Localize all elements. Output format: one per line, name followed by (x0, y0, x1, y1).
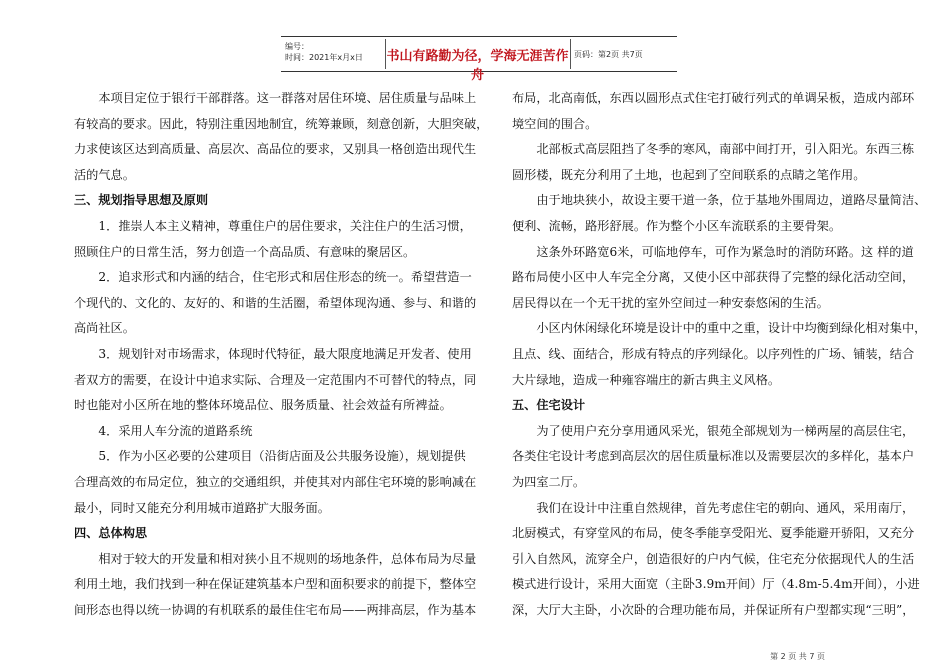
text-line: 布局，北高南低，东西以圆形点式住宅打破行列式的单调呆板，造成内部环 (512, 91, 915, 105)
header-motto: 书山有路勤为径，学海无涯苦作舟 (386, 49, 569, 83)
time-label: 时间：2021年x月x日 (285, 53, 363, 62)
text-line: 时也能对小区所在地的整体环境品位、服务质量、社会效益有所裨益。 (74, 398, 452, 413)
text-line: 居民得以在一个无干扰的室外空间过一种安泰悠闲的生活。 (512, 295, 829, 310)
text-line: 4．采用人车分流的道路系统 (74, 423, 253, 438)
text-line: 为了使用户充分享用通风采光，银苑全部规划为一梯两屋的高层住宅， (512, 423, 915, 438)
text-line: 这条外环路宽6米，可临地停车，可作为紧急时的消防环路。这 样的道 (512, 244, 914, 259)
text-line: 北部板式高层阻挡了冬季的寒风，南部中间打开，引入阳光。东西三栋 (512, 142, 915, 157)
text-line: 模式进行设计，采用大面宽（主卧3.9m开间）厅（4.8m-5.4m开间），小进 (512, 577, 920, 592)
header-meta (285, 41, 363, 63)
text-line: 力求使该区达到高质量、高层次、高品位的要求，又别具一格创造出现代生 (74, 142, 477, 157)
text-line: 相对于较大的开发量和相对狭小且不规则的场地条件，总体布局为尽量 (74, 551, 477, 566)
text-line: 且点、线、面结合，形成有特点的序列绿化。以序列性的广场、铺装，结合 (512, 346, 915, 361)
text-line: 本项目定位于银行干部群落。这一群落对居住环境、居住质量与品味上 (74, 91, 477, 105)
text-line: 境空间的围合。 (512, 116, 598, 131)
text-line: 者双方的需要，在设计中追求实际、合理及一定范围内不可替代的特点，同 (74, 372, 477, 387)
text-line: 利用土地，我们找到一种在保证建筑基本户型和面积要求的前提下，整体空 (74, 577, 477, 592)
text-line: 为四室二厅。 (512, 474, 586, 489)
page-footer: 第 2 页 共 7 页 (770, 652, 825, 661)
text-line: 我们在设计中注重自然规律，首先考虑住宅的朝向、通风，采用南厅， (512, 500, 915, 515)
text-line: 深，大厅大主卧，小次卧的合理功能布局，并保证所有户型都实现“三明”， (512, 602, 915, 617)
text-line: 高尚社区。 (74, 321, 135, 336)
text-line: 个现代的、文化的、友好的、和谐的生活圈，希望体现沟通、参与、和谐的 (74, 295, 477, 310)
text-line: 各类住宅设计考虑到高层次的居住质量标准以及需要层次的多样化，基本户 (512, 449, 915, 464)
text-line: 活的气息。 (74, 167, 135, 182)
text-line: 圆形楼，既充分利用了土地，也起到了空间联系的点睛之笔作用。 (512, 167, 866, 182)
page-header (281, 36, 677, 83)
header-divider (570, 39, 571, 69)
text-line: 1．推崇人本主义精神，尊重住户的居住要求，关注住户的生活习惯， (74, 218, 472, 233)
number-label: 编号： (285, 42, 309, 51)
left-text-column (74, 86, 489, 623)
text-line: 由于地块狭小，故设主要干道一条，位于基地外围周边，道路尽量简洁、 (512, 193, 927, 208)
right-text-column (512, 86, 927, 623)
section-heading: 三、规划指导思想及原则 (74, 193, 209, 208)
section-heading: 五、住宅设计 (512, 398, 586, 413)
section-heading: 四、总体构思 (74, 526, 148, 541)
text-line: 有较高的要求。因此，特别注重因地制宜，统筹兼顾，刻意创新，大胆突破， (74, 116, 489, 131)
header-page-info: 页码：第2页 共7页 (574, 50, 643, 59)
text-line: 照顾住户的日常生活，努力创造一个高品质、有意味的聚居区。 (74, 244, 416, 259)
text-line: 北厨模式，有穿堂风的布局，使冬季能享受阳光、夏季能避开骄阳，又充分 (512, 526, 915, 541)
text-line: 路布局使小区中人车完全分离，又使小区中部获得了完整的绿化活动空间， (512, 270, 915, 285)
text-line: 2．追求形式和内涵的结合，住宅形式和居住形态的统一。希望营造一 (74, 270, 472, 285)
text-line: 引入自然风，流穿全户，创造很好的户内气候，住宅充分依据现代人的生活 (512, 551, 915, 566)
text-line: 大片绿地，造成一种雍容端庄的新古典主义风格。 (512, 372, 781, 387)
text-line: 合理高效的布局定位，独立的交通组织，并使其对内部住宅环境的影响减在 (74, 474, 477, 489)
text-line: 小区内休闲绿化环境是设计中的重中之重，设计中均衡到绿化相对集中， (512, 321, 927, 336)
text-line: 3．规划针对市场需求，体现时代特征，最大限度地满足开发者、使用 (74, 346, 472, 361)
text-line: 便利、流畅，路形舒展。作为整个小区车流联系的主要骨架。 (512, 218, 842, 233)
text-line: 最小，同时又能充分利用城市道路扩大服务面。 (74, 500, 330, 515)
text-line: 5．作为小区必要的公建项目（沿街店面及公共服务设施），规划提供 (74, 449, 466, 464)
text-line: 间形态也得以统一协调的有机联系的最佳住宅布局——两排高层，作为基本 (74, 602, 477, 617)
